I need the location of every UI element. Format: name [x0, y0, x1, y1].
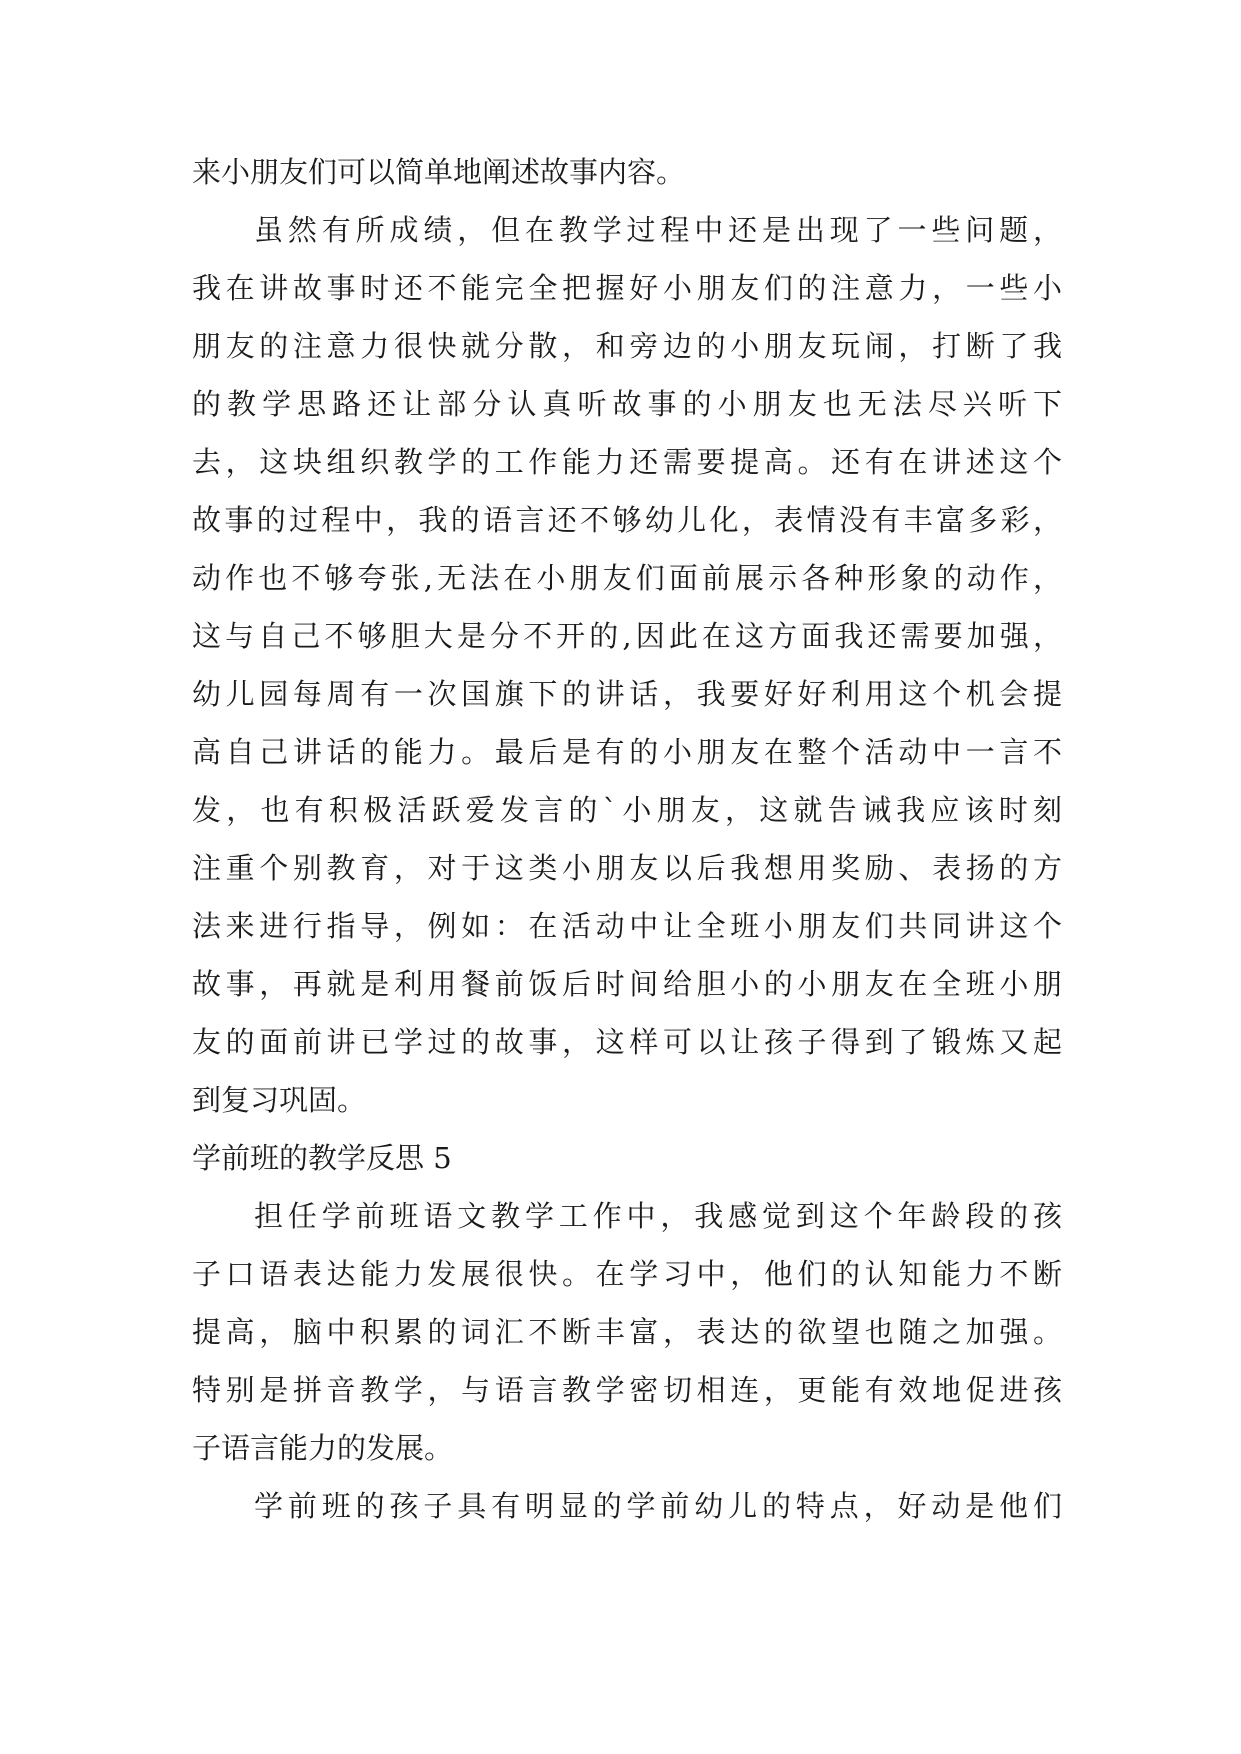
paragraph-line: 到复习巩固。: [192, 1083, 367, 1117]
paragraph-line: 子语言能力的发展。: [192, 1431, 454, 1465]
paragraph-line: 的教学思路还让部分认真听故事的小朋友也无法尽兴听下: [192, 387, 1062, 421]
paragraph-line: 朋友的注意力很快就分散，和旁边的小朋友玩闹，打断了我: [192, 329, 1062, 363]
paragraph-line: 我在讲故事时还不能完全把握好小朋友们的注意力，一些小: [192, 271, 1062, 305]
document-body: [192, 152, 1062, 1527]
paragraph-line: 担任学前班语文教学工作中，我感觉到这个年龄段的孩: [254, 1199, 1062, 1233]
paragraph-line: 子口语表达能力发展很快。在学习中，他们的认知能力不断: [192, 1257, 1062, 1291]
paragraph-line: 幼儿园每周有一次国旗下的讲话，我要好好利用这个机会提: [192, 677, 1062, 711]
paragraph-line: 法来进行指导，例如：在活动中让全班小朋友们共同讲这个: [192, 909, 1062, 943]
section-heading: 学前班的教学反思 5: [192, 1141, 452, 1175]
paragraph-line: 故事，再就是利用餐前饭后时间给胆小的小朋友在全班小朋: [192, 967, 1062, 1001]
paragraph-line: 动作也不够夸张,无法在小朋友们面前展示各种形象的动作，: [192, 561, 1062, 595]
paragraph-line: 这与自己不够胆大是分不开的,因此在这方面我还需要加强，: [192, 619, 1062, 653]
paragraph-line: 来小朋友们可以简单地阐述故事内容。: [192, 155, 686, 189]
paragraph-line: 去，这块组织教学的工作能力还需要提高。还有在讲述这个: [192, 445, 1062, 479]
paragraph-line: 虽然有所成绩，但在教学过程中还是出现了一些问题，: [254, 213, 1062, 247]
paragraph-line: 发，也有积极活跃爱发言的`小朋友，这就告诫我应该时刻: [192, 793, 1062, 827]
paragraph-line: 特别是拼音教学，与语言教学密切相连，更能有效地促进孩: [192, 1373, 1062, 1407]
paragraph-line: 友的面前讲已学过的故事，这样可以让孩子得到了锻炼又起: [192, 1025, 1062, 1059]
paragraph-line: 学前班的孩子具有明显的学前幼儿的特点，好动是他们: [254, 1489, 1062, 1523]
paragraph-line: 注重个别教育，对于这类小朋友以后我想用奖励、表扬的方: [192, 851, 1062, 885]
paragraph-line: 高自己讲话的能力。最后是有的小朋友在整个活动中一言不: [192, 735, 1062, 769]
paragraph-line: 提高，脑中积累的词汇不断丰富，表达的欲望也随之加强。: [192, 1315, 1062, 1349]
paragraph-line: 故事的过程中，我的语言还不够幼儿化，表情没有丰富多彩，: [192, 503, 1062, 537]
